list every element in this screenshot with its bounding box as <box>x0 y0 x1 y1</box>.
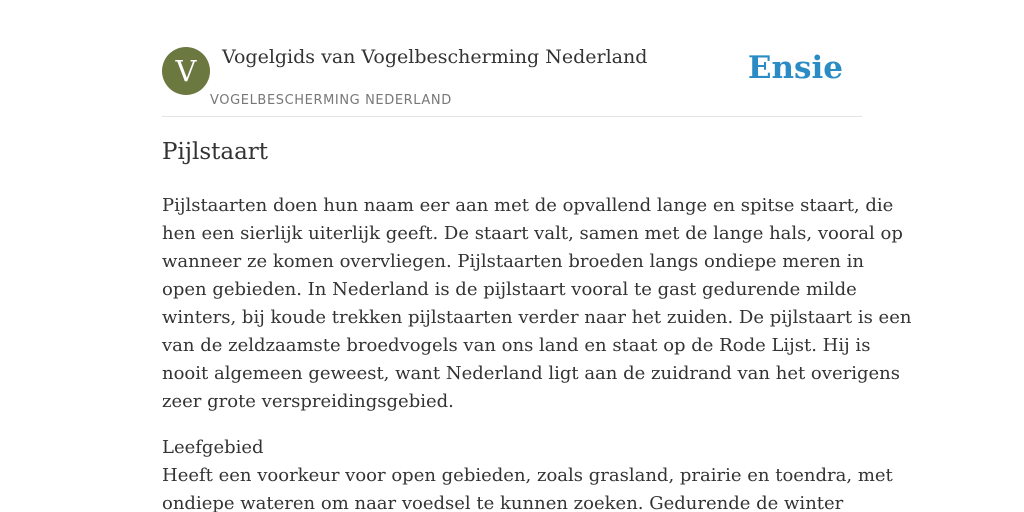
article-title: Pijlstaart <box>162 139 269 165</box>
paragraph-habitat <box>162 434 893 512</box>
text-line: wanneer ze komen overvliegen. Pijlstaarten broeden langs ondiepe meren in <box>162 251 864 272</box>
text-line: Pijlstaarten doen hun naam eer aan met de opvallend lange en spitse staart, die <box>162 195 894 216</box>
paragraph-spacer <box>162 416 862 434</box>
page-container <box>162 0 912 512</box>
publisher-name[interactable]: VOGELBESCHERMING NEDERLAND <box>210 93 452 108</box>
source-header <box>162 0 862 117</box>
paragraph-intro <box>162 192 912 416</box>
avatar: V <box>162 47 210 95</box>
text-line: open gebieden. In Nederland is de pijlstaart vooral te gast gedurende milde <box>162 279 857 300</box>
text-line: van de zeldzaamste broedvogels van ons land en staat op de Rode Lijst. Hij is <box>162 335 871 356</box>
text-line: Heeft een voorkeur voor open gebieden, zoals grasland, prairie en toendra, met <box>162 465 893 486</box>
text-line: ondiepe wateren om naar voedsel te kunnen zoeken. Gedurende de winter <box>162 493 844 512</box>
article-body <box>162 192 912 512</box>
ensie-logo[interactable]: Ensie <box>747 50 843 86</box>
text-line: hen een sierlijk uiterlijk geeft. De staart valt, samen met de lange hals, vooral op <box>162 223 903 244</box>
section-heading: Leefgebied <box>162 437 264 458</box>
text-line: zeer grote verspreidingsgebied. <box>162 391 454 412</box>
text-line: winters, bij koude trekken pijlstaarten verder naar het zuiden. De pijlstaart is een <box>162 307 912 328</box>
text-line: nooit algemeen geweest, want Nederland ligt aan de zuidrand van het overigens <box>162 363 900 384</box>
source-title[interactable]: Vogelgids van Vogelbescherming Nederland <box>222 46 648 68</box>
